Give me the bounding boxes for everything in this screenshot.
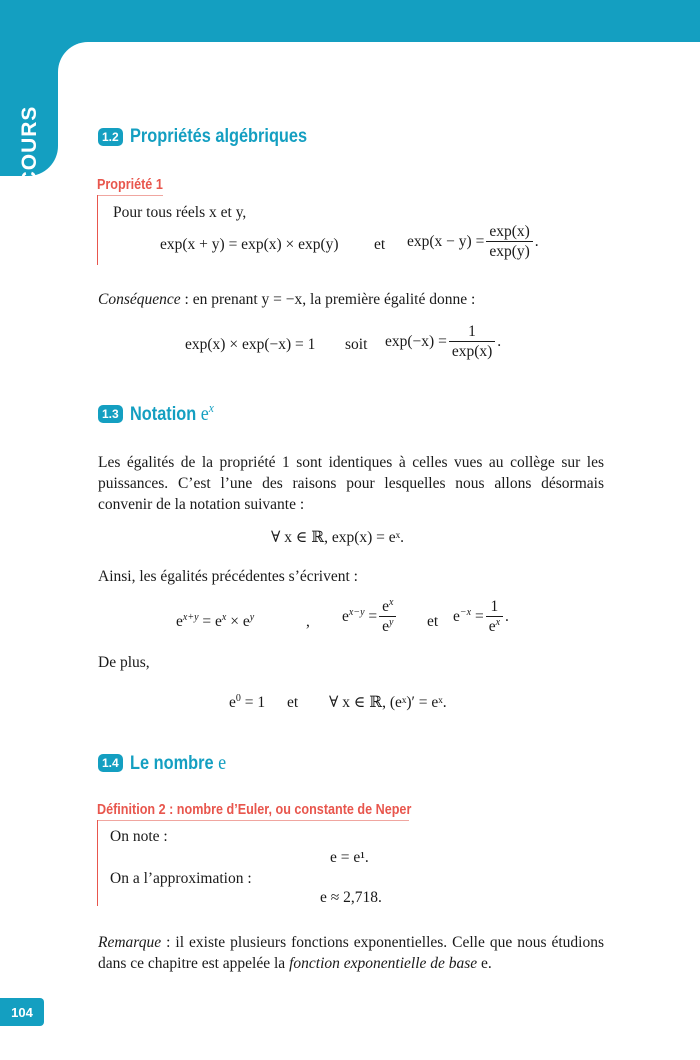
fraction-denominator: exp(y) <box>486 241 532 261</box>
section-number: 1.4 <box>98 754 123 772</box>
consequence-formula-right <box>385 322 501 361</box>
eq-connector: et <box>427 613 439 630</box>
notation-formula: ∀ x ∈ ℝ, exp(x) = eˣ. <box>271 529 405 546</box>
section-title <box>130 401 214 426</box>
eq-inverse <box>453 597 509 636</box>
formula-lhs: exp(−x) = <box>385 333 447 350</box>
propriete-formula-right <box>407 222 539 261</box>
eq-inverse-lhs: $e^{-x}$ = <box>453 606 484 625</box>
eq-product: $e^{x+y} = e^x \times e^y$ <box>176 611 255 630</box>
paragraph-notation: Les égalités de la propriété 1 sont identiques à celles vues au collège sur les puissances. C’est l’une des raisons pour lesquelles nous allons désormais convenir de la notation suivante : <box>98 454 604 513</box>
propriete-intro: Pour tous réels x et y, <box>113 204 247 221</box>
top-banner <box>0 0 700 42</box>
remarque-end: e. <box>477 955 492 972</box>
consequence-text: : en prenant y = −x, la première égalité donne : <box>180 291 476 308</box>
propriete-formula-left: exp(x + y) = exp(x) × exp(y) <box>160 236 339 253</box>
fraction-denominator: exp(x) <box>449 341 495 361</box>
fraction <box>379 597 396 636</box>
definition-line2: On a l’approximation : <box>110 870 252 887</box>
page-number: 104 <box>0 998 44 1026</box>
fraction <box>449 322 495 361</box>
definition-underline <box>97 820 409 821</box>
section-title-math <box>200 401 213 425</box>
title-math-base: e <box>200 401 209 425</box>
definition-bar <box>97 820 98 906</box>
propriete-underline <box>97 195 163 196</box>
consequence-formula-left: exp(x) × exp(−x) = 1 <box>185 336 316 353</box>
eq-quotient-lhs: $e^{x-y}$ = <box>342 606 378 625</box>
eq-row2-connector: et <box>287 694 299 711</box>
section-number: 1.3 <box>98 405 123 423</box>
section-title-text: Le nombre <box>129 753 214 774</box>
side-tab <box>0 42 58 187</box>
definition-formula1: e = e¹. <box>330 849 369 866</box>
definition-label: Définition 2 : nombre d’Euler, ou constante de Neper <box>97 801 412 818</box>
section-1-3-heading <box>98 401 227 426</box>
consequence-line <box>98 289 475 310</box>
formula-lhs: exp(x − y) = <box>407 233 485 250</box>
definition-line1: On note : <box>110 828 168 845</box>
fraction <box>486 222 532 261</box>
fraction-numerator: 1 <box>468 323 476 340</box>
section-1-4-heading <box>98 750 241 775</box>
section-title: Propriétés algébriques <box>129 126 307 147</box>
remarque-paragraph <box>98 932 604 974</box>
side-tab-label: COURS <box>18 105 41 187</box>
eq-quotient <box>342 597 398 636</box>
de-plus: De plus, <box>98 654 150 671</box>
section-number: 1.2 <box>98 128 123 146</box>
section-1-2-heading <box>98 126 336 148</box>
ainsi-text: Ainsi, les égalités précédentes s’écrivent : <box>98 568 358 585</box>
fraction-numerator: $e^x$ <box>382 596 394 615</box>
eq-zero: $e^0 = 1$ <box>229 692 266 711</box>
title-math-exponent: x <box>208 400 214 415</box>
fraction-numerator: exp(x) <box>489 223 530 240</box>
definition-formula2: e ≈ 2,718. <box>320 889 382 906</box>
remarque-label: Remarque <box>98 934 162 951</box>
fraction <box>486 597 503 636</box>
fraction-denominator: $e^y$ <box>379 616 396 636</box>
eq-derivative: ∀ x ∈ ℝ, (eˣ)′ = eˣ. <box>329 694 447 711</box>
period: . <box>534 233 539 250</box>
section-title-math: e <box>217 750 226 774</box>
propriete-label: Propriété 1 <box>97 176 163 193</box>
period: . <box>497 333 502 350</box>
propriete-connector: et <box>374 236 386 253</box>
propriete-bar <box>97 195 98 265</box>
eq-comma: , <box>306 613 310 630</box>
consequence-label: Conséquence <box>98 291 181 308</box>
fraction-numerator: 1 <box>490 598 499 615</box>
section-title-text: Notation <box>129 404 196 425</box>
period: . <box>505 608 509 625</box>
consequence-connector: soit <box>345 336 368 353</box>
fraction-denominator: $e^x$ <box>486 616 503 636</box>
remarque-italic: fonction exponentielle de base <box>289 955 478 972</box>
section-title <box>130 750 226 775</box>
remarque-text: : il existe plusieurs fonctions exponentielles. Celle que nous étudions dans ce chapitre est appelée la <box>98 934 604 972</box>
